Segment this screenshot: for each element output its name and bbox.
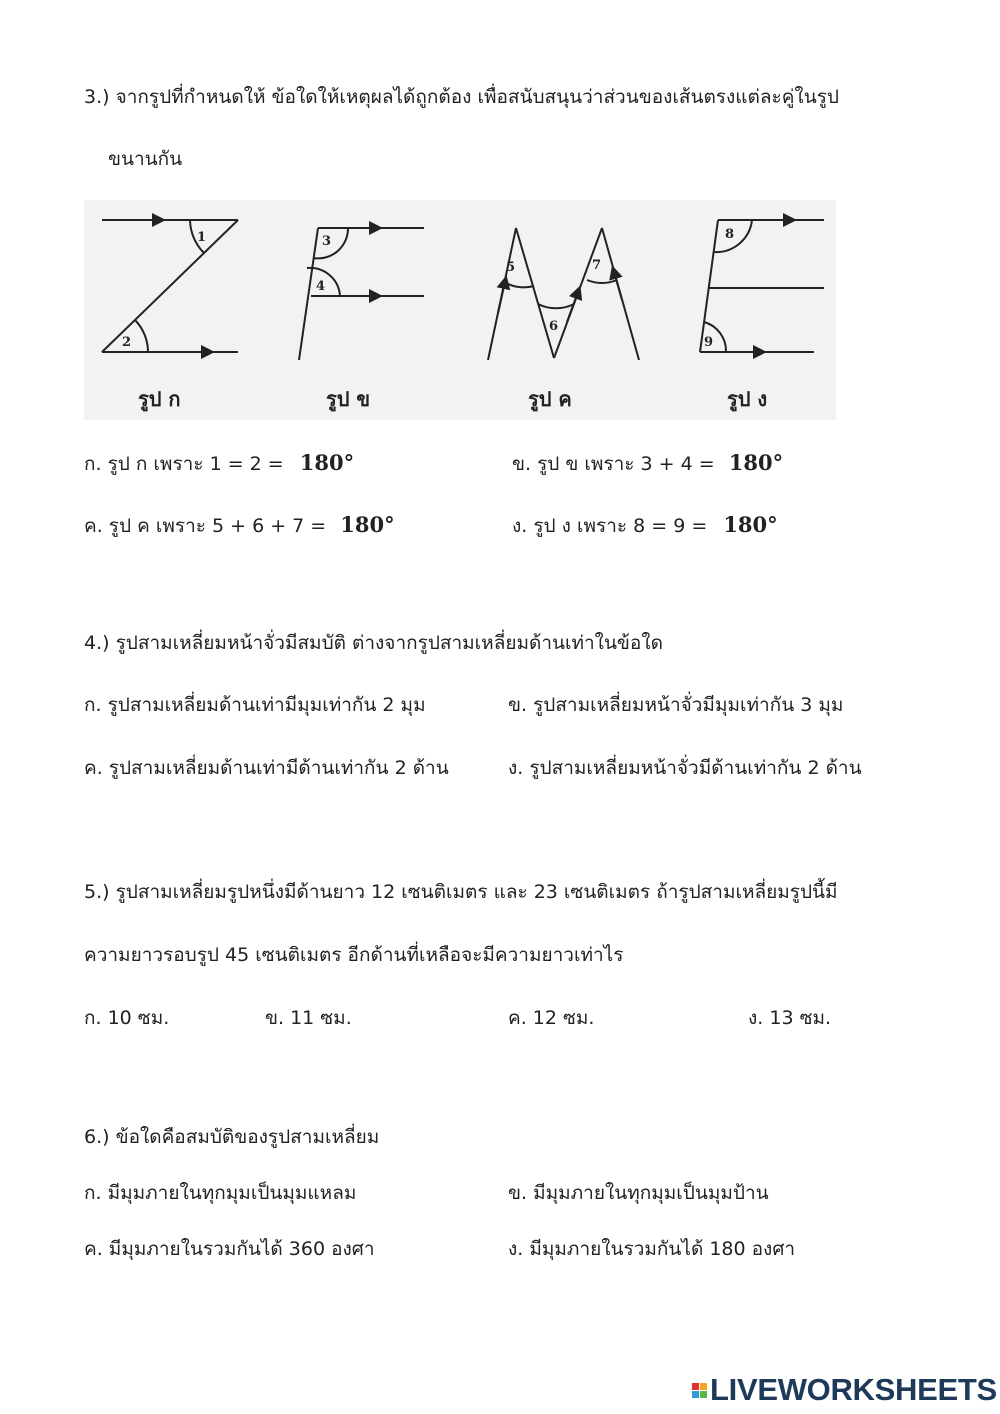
- q3-option-d-math: 180°: [723, 512, 778, 537]
- q3-option-a-math: 180°: [299, 450, 355, 475]
- figure-f: [299, 228, 424, 360]
- q3-question-line-1: 3.) จากรูปที่กำหนดให้ ข้อใดให้เหตุผลได้ถูกต้อง เพื่อสนับสนุนว่าส่วนของเส้นตรงแต่ละคู่ในรูป: [84, 86, 839, 108]
- figure-label-b: รูป ข: [326, 387, 371, 411]
- angle-label-6: 6: [549, 319, 559, 334]
- angle-label-2: 2: [122, 335, 132, 350]
- q5-option-d[interactable]: ง. 13 ซม.: [748, 1007, 832, 1029]
- q6-option-b[interactable]: ข. มีมุมภายในทุกมุมเป็นมุมป้าน: [508, 1182, 769, 1204]
- q4-option-b[interactable]: ข. รูปสามเหลี่ยมหน้าจั่วมีมุมเท่ากัน 3 มุม: [508, 694, 844, 716]
- figure-label-c: รูป ค: [528, 387, 572, 411]
- q4-question: 4.) รูปสามเหลี่ยมหน้าจั่วมีสมบัติ ต่างจากรูปสามเหลี่ยมด้านเท่าในข้อใด: [84, 632, 663, 654]
- q3-option-a[interactable]: [84, 450, 354, 477]
- liveworksheets-mark-icon: [692, 1383, 707, 1398]
- logo-square-green: [700, 1391, 707, 1398]
- q5-option-b[interactable]: ข. 11 ซม.: [265, 1007, 352, 1029]
- logo-square-red: [692, 1383, 699, 1390]
- q3-option-b[interactable]: [512, 450, 783, 477]
- q5-option-a[interactable]: ก. 10 ซม.: [84, 1007, 170, 1029]
- figure-m: [488, 228, 639, 360]
- q3-option-b-math: 180°: [728, 450, 784, 475]
- q3-option-b-text: ข. รูป ข เพราะ 3 + 4 =: [512, 453, 715, 475]
- angle-label-3: 3: [322, 234, 332, 249]
- angle-label-5: 5: [506, 260, 516, 275]
- q3-option-a-text: ก. รูป ก เพราะ 1 = 2 =: [84, 453, 284, 475]
- figure-e: [700, 220, 824, 352]
- figure-label-d: รูป ง: [727, 387, 768, 411]
- logo-square-orange: [700, 1383, 707, 1390]
- q6-option-d[interactable]: ง. มีมุมภายในรวมกันได้ 180 องศา: [508, 1238, 796, 1260]
- q5-question-line-2: ความยาวรอบรูป 45 เซนติเมตร อีกด้านที่เหลือจะมีความยาวเท่าไร: [84, 944, 624, 966]
- angle-label-9: 9: [704, 335, 714, 350]
- q4-option-d[interactable]: ง. รูปสามเหลี่ยมหน้าจั่วมีด้านเท่ากัน 2 ด้าน: [508, 757, 862, 779]
- figure-z: [102, 220, 238, 352]
- liveworksheets-logo[interactable]: [692, 1374, 997, 1406]
- q3-option-c[interactable]: [84, 512, 395, 539]
- q5-question-line-1: 5.) รูปสามเหลี่ยมรูปหนึ่งมีด้านยาว 12 เซนติเมตร และ 23 เซนติเมตร ถ้ารูปสามเหลี่ยมรูปนี้มี: [84, 881, 838, 903]
- parallel-lines-figure: [84, 200, 836, 420]
- liveworksheets-logo-text: LIVEWORKSHEETS: [710, 1372, 997, 1407]
- q4-option-a[interactable]: ก. รูปสามเหลี่ยมด้านเท่ามีมุมเท่ากัน 2 มุม: [84, 694, 426, 716]
- angle-label-4: 4: [316, 279, 326, 294]
- figure-label-a: รูป ก: [138, 387, 181, 411]
- q3-question-line-2: ขนานกัน: [108, 148, 183, 170]
- q3-option-c-math: 180°: [340, 512, 395, 537]
- logo-square-blue: [692, 1391, 699, 1398]
- q6-question: 6.) ข้อใดคือสมบัติของรูปสามเหลี่ยม: [84, 1126, 380, 1148]
- angle-label-1: 1: [197, 230, 207, 245]
- q6-option-a[interactable]: ก. มีมุมภายในทุกมุมเป็นมุมแหลม: [84, 1182, 357, 1204]
- q5-option-c[interactable]: ค. 12 ซม.: [508, 1007, 595, 1029]
- q3-option-d[interactable]: [512, 512, 778, 539]
- figure-drawing: [84, 200, 836, 420]
- q3-option-c-text: ค. รูป ค เพราะ 5 + 6 + 7 =: [84, 515, 327, 537]
- q3-option-d-text: ง. รูป ง เพราะ 8 = 9 =: [512, 515, 708, 537]
- angle-label-7: 7: [592, 258, 602, 273]
- q4-option-c[interactable]: ค. รูปสามเหลี่ยมด้านเท่ามีด้านเท่ากัน 2 ด้าน: [84, 757, 449, 779]
- angle-label-8: 8: [725, 227, 735, 242]
- q6-option-c[interactable]: ค. มีมุมภายในรวมกันได้ 360 องศา: [84, 1238, 375, 1260]
